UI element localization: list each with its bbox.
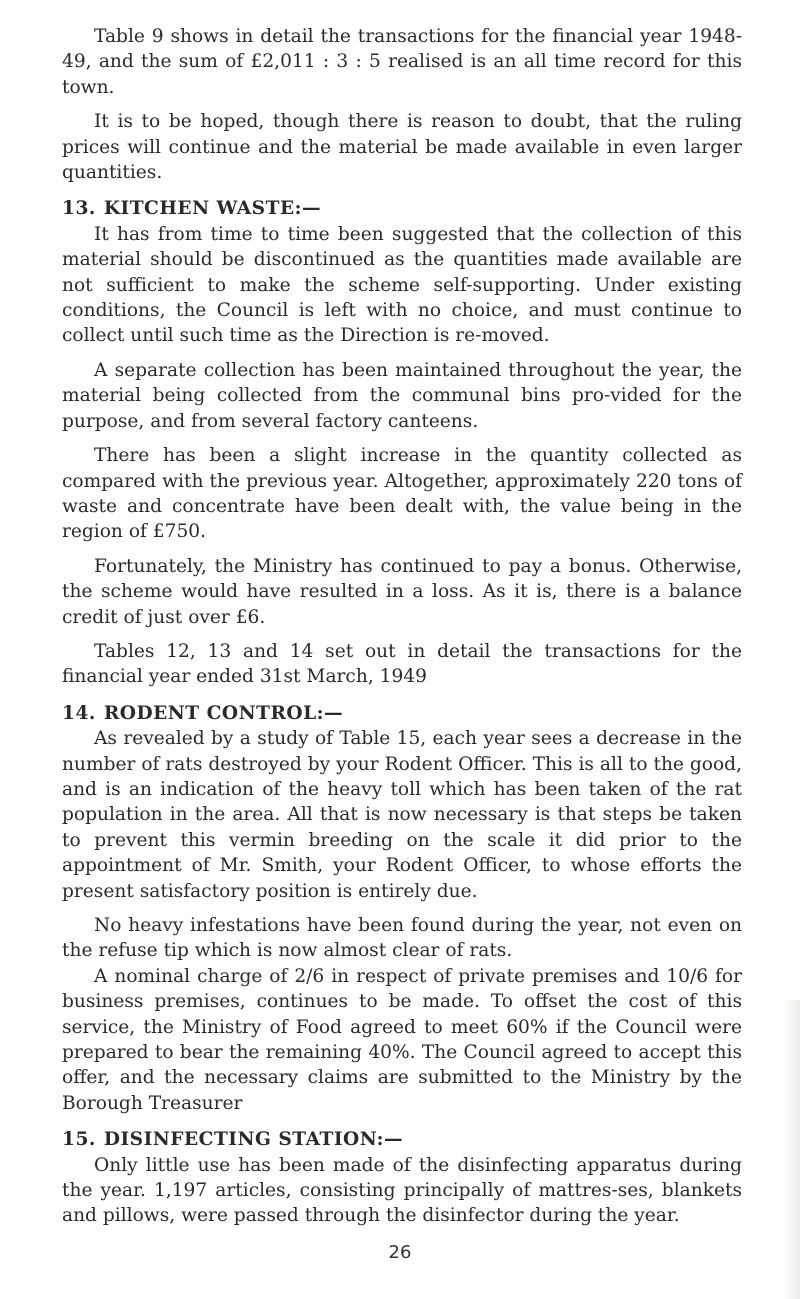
section-paragraph: A separate collection has been maintained throughout the year, the material being collected from the communal bins pro-vided for the purpose, and from several factory canteens.: [62, 359, 742, 432]
document-page: [62, 24, 742, 1229]
section-title: DISINFECTING STATION:—: [103, 1129, 404, 1151]
section-heading-kitchen-waste: [62, 196, 742, 221]
section-title: RODENT CONTROL:—: [103, 702, 344, 724]
section-title: KITCHEN WASTE:—: [103, 198, 322, 220]
section-paragraph: Fortunately, the Ministry has continued to pay a bonus. Otherwise, the scheme would have resulted in a loss. As it is, there is a balance credit of just over £6.: [62, 555, 742, 628]
section-paragraph: There has been a slight increase in the quantity collected as compared with the previous year. Altogether, approximately 220 tons of waste and concentrate have been dealt with, the value being in the region of £750.: [62, 445, 742, 543]
section-number: 15.: [62, 1129, 96, 1151]
section-paragraph: As revealed by a study of Table 15, each year sees a decrease in the number of rats destroyed by your Rodent Officer. This is all to the good, and is an indication of the heavy toll which has been taken of the rat population in the area. All that is now necessary is that steps be taken to prevent this vermin breeding on the scale it did prior to the appointment of Mr. Smith, your Rodent Officer, to whose efforts the present satisfactory position is entirely due.: [62, 728, 742, 902]
scan-edge-shadow: [782, 1000, 800, 1299]
page-number: 26: [388, 1242, 412, 1263]
section-number: 13.: [62, 198, 96, 220]
intro-paragraph-1: Table 9 shows in detail the transactions for the financial year 1948-49, and the sum of £2,011 : 3 : 5 realised is an all time record for this town.: [62, 26, 742, 98]
section-paragraph: Tables 12, 13 and 14 set out in detail the transactions for the financial year ended 31st March, 1949: [62, 640, 742, 688]
section-paragraph: No heavy infestations have been found during the year, not even on the refuse tip which is now almost clear of rats.: [62, 915, 742, 962]
section-paragraph: A nominal charge of 2/6 in respect of private premises and 10/6 for business premises, continues to be made. To offset the cost of this service, the Ministry of Food agreed to meet 60% if the Council were prepared to bear the remaining 40%. The Council agreed to accept this offer, and the necessary claims are submitted to the Ministry by the Borough Treasurer: [62, 965, 742, 1114]
section-heading-rodent-control: [62, 701, 742, 726]
section-number: 14.: [62, 702, 96, 724]
section-heading-disinfecting-station: [62, 1127, 742, 1152]
section-paragraph: Only little use has been made of the disinfecting apparatus during the year. 1,197 articles, consisting principally of mattres-ses, blankets and pillows, were passed through the disinfector during the year.: [62, 1154, 742, 1227]
intro-paragraph-2: It is to be hoped, though there is reason to doubt, that the ruling prices will continue and the material be made available in even larger quantities.: [62, 111, 742, 184]
section-paragraph: It has from time to time been suggested that the collection of this material should be discontinued as the quantities made available are not sufficient to make the scheme self-supporting. Under existing conditions, the Council is left with no choice, and must continue to collect until such time as the Direction is re-moved.: [62, 223, 742, 347]
